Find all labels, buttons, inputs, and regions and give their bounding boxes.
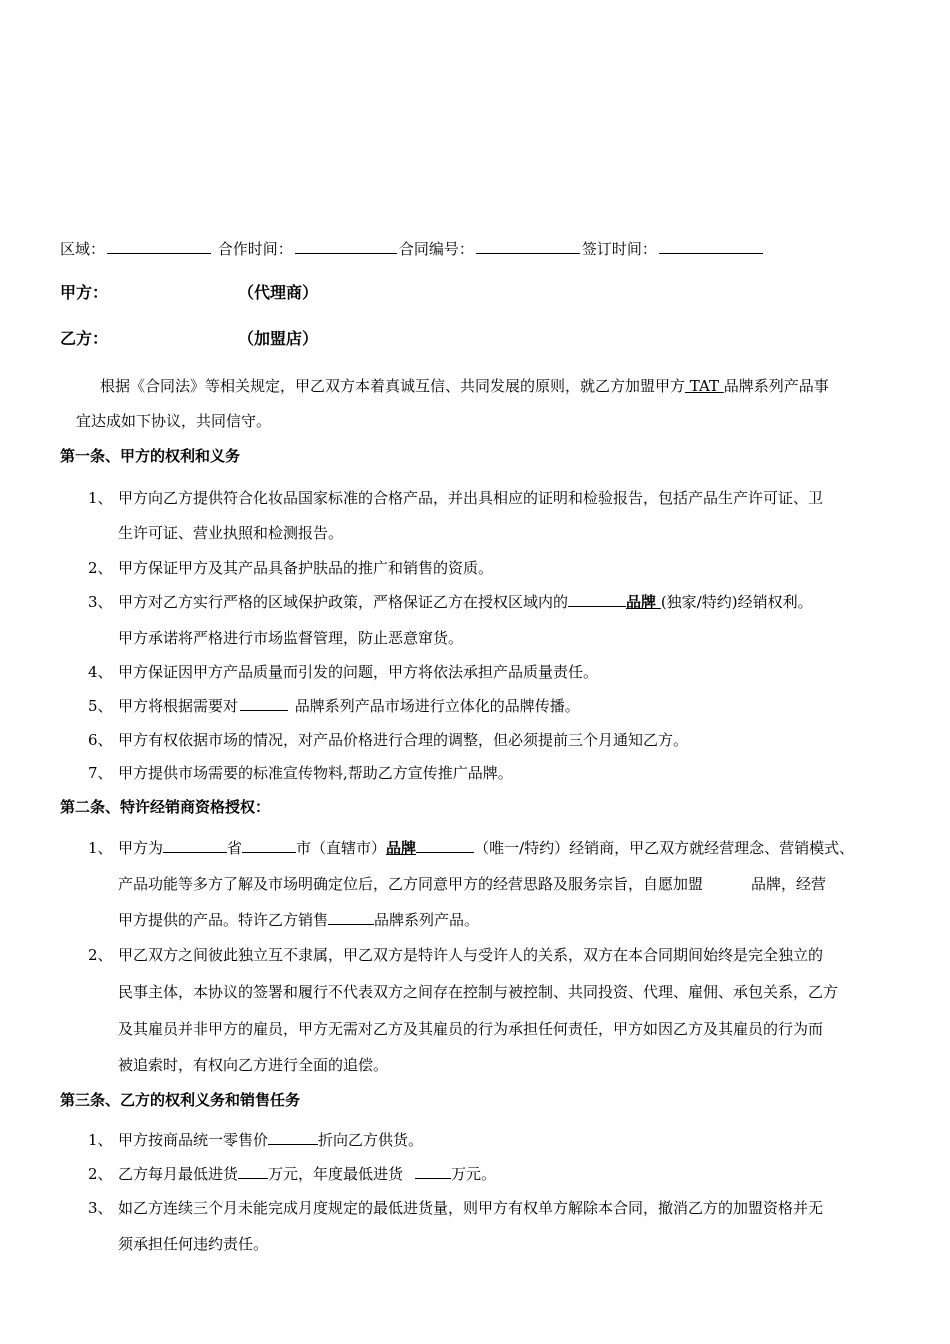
art1-item1-line2: 生许可证、营业执照和检测报告。 [118,524,344,542]
art3-item2-text-a: 乙方每月最低进货 [118,1165,239,1183]
art3-item2 [88,1164,496,1184]
art1-item5-num: 5、 [88,697,113,715]
art2-item2-line3: 及其雇员并非甲方的雇员，甲方无需对乙方及其雇员的行为承担任何责任，甲方如因乙方及其雇员的行为而 [118,1020,824,1038]
sign-time-blank[interactable] [659,239,763,254]
intro-line-1 [100,376,829,396]
art1-item4-text: 甲方保证因甲方产品质量而引发的问题，甲方将依法承担产品质量责任。 [118,663,599,681]
intro-text-a: 根据《合同法》等相关规定，甲乙双方本着真诚互信、共同发展的原则，就乙方加盟甲方 [100,377,686,395]
art2-item1-line2-a: 产品功能等多方了解及市场明确定位后，乙方同意甲方的经营思路及服务宗旨，自愿加盟 [118,875,704,893]
art1-item3-num: 3、 [88,593,113,611]
city-blank[interactable] [242,838,296,853]
art3-item2-text-c: 万元。 [451,1165,497,1183]
art2-item2-line4: 被追索时，有权向乙方进行全面的追偿。 [118,1056,389,1074]
art2-item1-text-a: 甲方为 [118,839,164,857]
header-fields-row [60,239,765,259]
art1-item7-num: 7、 [88,764,113,782]
party-b-role: （加盟店） [238,329,319,348]
art2-item2-line1 [88,945,823,965]
art3-item3-text-1: 如乙方连续三个月未能完成月度规定的最低进货量，则甲方有权单方解除本合同，撤消乙方的加盟资格并无 [118,1199,824,1217]
art1-item1-line1 [88,488,823,508]
art2-item1-line2 [118,874,826,894]
art1-item5 [88,696,580,716]
art1-item4 [88,662,598,682]
art1-item2-num: 2、 [88,559,113,577]
art1-item7-text: 甲方提供市场需要的标准宣传物料,帮助乙方宣传推广品牌。 [118,764,513,782]
article-2-title: 第二条、特许经销商资格授权： [60,798,271,816]
art1-item3-text-a: 甲方对乙方实行严格的区域保护政策，严格保证乙方在授权区域内的 [118,593,569,611]
art2-item1-line3-a: 甲方提供的产品。特许乙方销售 [118,911,329,929]
art3-item1-num: 1、 [88,1131,113,1149]
art1-item1-num: 1、 [88,489,113,507]
intro-text-b: 品牌系列产品事 [723,377,829,395]
art1-item2 [88,558,493,578]
art2-item1-line3-b: 品牌系列产品。 [374,911,480,929]
article-3-title: 第三条、乙方的权利义务和销售任务 [60,1091,301,1109]
coop-time-label: 合作时间： [217,240,293,258]
party-b-label: 乙方： [60,329,109,348]
art2-item2-line2: 民事主体，本协议的签署和履行不代表双方之间存在控制与被控制、共同投资、代理、雇佣、承包关系，乙方 [118,983,839,1001]
art1-item6 [88,730,688,750]
art2-item2-num: 2、 [88,946,113,964]
art1-item2-text: 甲方保证甲方及其产品具备护肤品的推广和销售的资质。 [118,559,494,577]
art2-item1-line2-b: 品牌，经营 [751,875,827,893]
art1-item6-num: 6、 [88,731,113,749]
art1-item4-num: 4、 [88,663,113,681]
intro-line-2: 宜达成如下协议，共同信守。 [76,412,272,430]
art3-item1-text-b: 折向乙方供货。 [318,1131,424,1149]
party-a-role: （代理商） [238,283,319,302]
article-1-title: 第一条、甲方的权利和义务 [60,447,241,465]
art2-item1-line3 [118,910,479,930]
art1-item3-line1 [88,592,813,612]
art2-item1-text-e: （唯一/特约）经销商，甲乙双方就经营理念、营销模式、 [474,839,855,857]
art1-item3-brand: 品牌 [626,593,657,611]
art3-item2-num: 2、 [88,1165,113,1183]
art2-item1-city: 市（直辖市） [296,839,387,857]
art2-item1-province: 省 [227,839,243,857]
party-a-label: 甲方： [60,283,109,302]
art3-item3-line2: 须承担任何违约责任。 [118,1235,269,1253]
art1-item3-line2: 甲方承诺将严格进行市场监督管理，防止恶意窜货。 [118,629,464,647]
art1-item6-text: 甲方有权依据市场的情况，对产品价格进行合理的调整，但必须提前三个月通知乙方。 [118,731,689,749]
art3-item1 [88,1130,423,1150]
coop-time-blank[interactable] [295,239,397,254]
art1-item3-text-c: (独家/特约)经销权利。 [660,593,813,611]
art1-item5-text-a: 甲方将根据需要对 [118,697,239,715]
art3-item2-text-b: 万元，年度最低进货 [268,1165,404,1183]
contract-no-blank[interactable] [476,239,580,254]
art1-item7 [88,763,513,783]
sign-time-label: 签订时间： [581,240,657,258]
sales-brand-blank[interactable] [328,910,374,925]
art1-item5-blank[interactable] [240,696,288,711]
art3-item3-line1 [88,1198,823,1218]
intro-brand: TAT [685,377,724,395]
art2-item1-brand: 品牌 [386,839,417,857]
monthly-min-blank[interactable] [238,1164,268,1179]
art2-item2-text-1: 甲乙双方之间彼此独立互不隶属，甲乙双方是特许人与受许人的关系，双方在本合同期间始终是完全独立的 [118,946,824,964]
region-blank[interactable] [107,239,211,254]
art2-item1-num: 1、 [88,839,113,857]
annual-min-blank[interactable] [415,1164,451,1179]
art1-item1-text: 甲方向乙方提供符合化妆品国家标准的合格产品，并出具相应的证明和检验报告，包括产品生产许可证、卫 [118,489,824,507]
region-label: 区域： [60,240,106,258]
art1-item5-text-b: 品牌系列产品市场进行立体化的品牌传播。 [290,697,580,715]
art2-item1-line1 [88,838,854,858]
discount-blank[interactable] [268,1130,318,1145]
art3-item3-num: 3、 [88,1199,113,1217]
art3-item1-text-a: 甲方按商品统一零售价 [118,1131,269,1149]
contract-no-label: 合同编号： [398,240,474,258]
brand-blank[interactable] [416,838,474,853]
art1-item3-blank[interactable] [568,592,626,607]
province-blank[interactable] [163,838,227,853]
